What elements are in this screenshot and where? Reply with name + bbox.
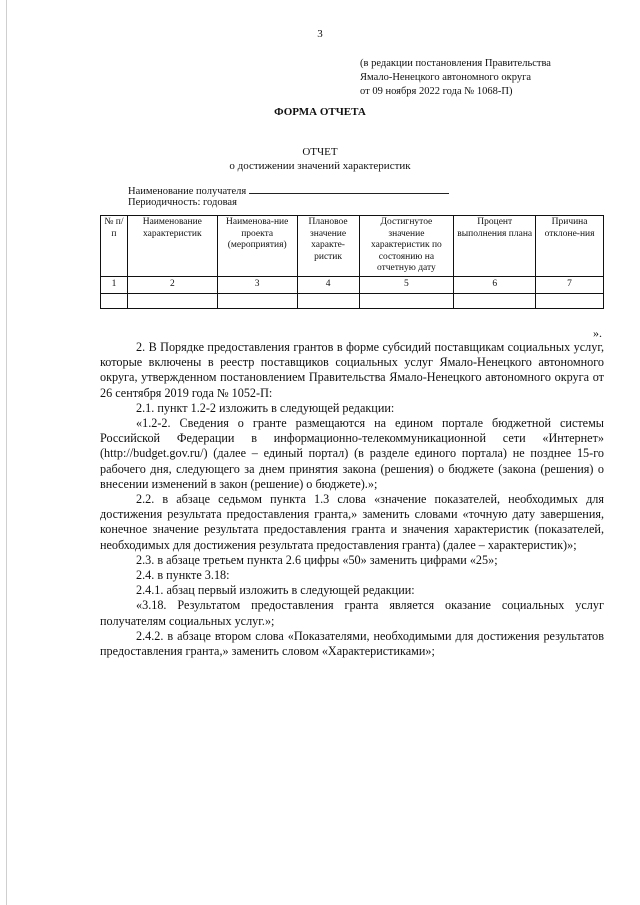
table-empty-cell: [454, 294, 536, 309]
edition-line: (в редакции постановления Правительства: [360, 58, 551, 69]
table-number-cell: 7: [536, 277, 604, 294]
table-number-cell: 4: [297, 277, 359, 294]
report-table: [100, 215, 604, 309]
table-empty-cell: [536, 294, 604, 309]
table-header-cell: Наименова-ние проекта (мероприятия): [217, 216, 297, 277]
paragraph: 2.3. в абзаце третьем пункта 2.6 цифры «50» заменить цифрами «25»;: [136, 552, 498, 567]
document-body: [100, 340, 604, 659]
table-number-cell: 5: [359, 277, 454, 294]
table-empty-cell: [217, 294, 297, 309]
paragraph: 2. В Порядке предоставления грантов в форме субсидий поставщикам социальных услуг, которые включены в реестр поставщиков социальных услуг Ямало-Ненецкого автономного округа, утвержденном постановлением Правительства Ямало-Ненецкого автономного округа от 26 сентября 2019 года № 1052-П:: [100, 340, 604, 400]
paragraph: 2.1. пункт 1.2-2 изложить в следующей редакции:: [136, 400, 395, 415]
table-number-cell: 3: [217, 277, 297, 294]
report-title: ОТЧЕТ: [302, 146, 338, 158]
closing-quote: ».: [593, 326, 602, 340]
table-header-cell: Причина отклоне-ния: [536, 216, 604, 277]
recipient-label: Наименование получателя: [128, 186, 247, 197]
edition-note: [360, 57, 551, 99]
paragraph: 2.4.1. абзац первый изложить в следующей редакции:: [136, 583, 415, 598]
table-header-cell: Наименование характеристик: [127, 216, 217, 277]
table-empty-row: [101, 294, 604, 309]
table-empty-cell: [101, 294, 128, 309]
table-header-cell: Процент выполнения плана: [454, 216, 536, 277]
form-title: ФОРМА ОТЧЕТА: [274, 106, 366, 118]
table-header-cell: Плановое значение характе-ристик: [297, 216, 359, 277]
edition-line: Ямало-Ненецкого автономного округа: [360, 72, 532, 83]
page-number: 3: [317, 28, 323, 40]
table-number-cell: 6: [454, 277, 536, 294]
table-number-cell: 2: [127, 277, 217, 294]
table-number-cell: 1: [101, 277, 128, 294]
table-number-row: [101, 277, 604, 294]
table-header-row: [101, 216, 604, 277]
paragraph: «3.18. Результатом предоставления гранта является оказание социальных услуг получателям социальных услуг.»;: [100, 598, 604, 628]
table-header-cell: № п/п: [101, 216, 128, 277]
recipient-blank-line: [249, 183, 449, 194]
report-heading: [0, 145, 640, 173]
edition-line: от 09 ноября 2022 года № 1068-П): [360, 86, 513, 97]
table-empty-cell: [297, 294, 359, 309]
paragraph: 2.2. в абзаце седьмом пункта 1.3 слова «значение показателей, необходимых для достижения результата предоставления гранта,» заменить словами «точную дату завершения, конечное значение результата предоставления гранта и значения характеристик (показателей, необходимых для достижения результата предоставления гранта) (далее – характеристик)»;: [100, 492, 604, 552]
report-subtitle: о достижении значений характеристик: [229, 160, 411, 172]
table-header-cell: Достигнутое значение характеристик по состоянию на отчетную дату: [359, 216, 454, 277]
paragraph: «1.2-2. Сведения о гранте размещаются на едином портале бюджетной системы Российской Федерации в информационно-телекоммуникационной сети «Интернет» (http://budget.gov.ru/) (далее – единый портал) (в разделе единого портала) не позднее 15-го рабочего дня, следующего за днем принятия закона (решения) о бюджете (закона (решения) о внесении изменений в закон (решение) о бюджете).»;: [100, 416, 604, 491]
page-edge-line: [6, 0, 7, 905]
periodicity-field: Периодичность: годовая: [128, 197, 237, 208]
recipient-field: [128, 183, 449, 197]
paragraph: 2.4. в пункте 3.18:: [136, 568, 230, 583]
table-empty-cell: [127, 294, 217, 309]
table-empty-cell: [359, 294, 454, 309]
paragraph: 2.4.2. в абзаце втором слова «Показателями, необходимыми для достижения результатов предоставления гранта,» заменить словом «Характеристиками»;: [100, 628, 604, 659]
